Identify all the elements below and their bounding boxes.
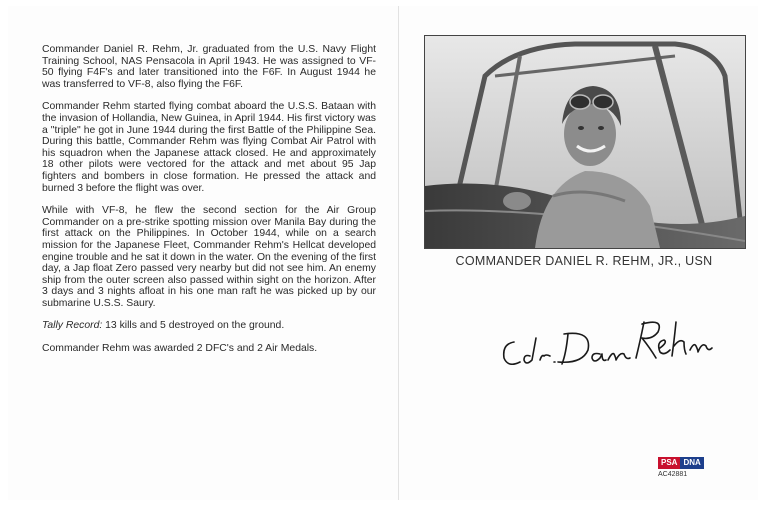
autograph-card: [8, 6, 758, 500]
bio-paragraph-awards: Commander Rehm was awarded 2 DFC's and 2 Air Medals.: [42, 343, 318, 355]
pilot-in-cockpit-photo: [424, 35, 746, 249]
handwritten-signature: [496, 298, 716, 378]
tally-record-value: 13 kills and 5 destroyed on the ground.: [102, 320, 285, 332]
bio-paragraph-3: While with VF-8, he flew the second section for the Air Group Commander on a pre-strike spotting mission over Manila Bay during the first attack on the Philippines. In October 1944, while on a search mission for the Japanese Fleet, Commander Rehm's Hellcat developed engine trouble and he sat it down in the water. On the evening of the first day, a Jap float Zero passed very nearby but did not see him. An enemy ship from the outer screen also passed within sight on the horizon. After 3 days and 3 nights afloat in his one man raft he was picked up by our submarine U.S.S. Saury.: [42, 205, 376, 309]
tally-record-label: Tally Record:: [42, 320, 103, 332]
psa-logo-text: PSA: [658, 457, 680, 469]
card-fold-line: [398, 6, 399, 500]
bio-paragraph-1: Commander Daniel R. Rehm, Jr. graduated from the U.S. Navy Flight Training School, NAS Pensacola in April 1943. He was assigned to VF-50 flying F4F's and later transitioned into the F6F. In August 1944 he was transferred to VF-8, also flying the F6F.: [42, 44, 376, 90]
photo-illustration: [425, 36, 745, 248]
signature-ink: [496, 298, 716, 378]
biography-column: [42, 44, 376, 366]
psa-dna-logo: [658, 457, 704, 469]
authentication-code: AC42881: [658, 471, 688, 478]
bio-paragraph-2: Commander Rehm started flying combat aboard the U.S.S. Bataan with the invasion of Hollandia, New Guinea, in April 1944. His first victory was a "triple" he got in June 1944 during the first Battle of the Philippine Sea. During this battle, Commander Rehm was flying Combat Air Patrol with his squadron when the Japanese attack closed. He and approximately 18 other pilots were vectored for the attack and met about 95 Jap fighters and bombers in close formation. He pressed the attack and burned 3 before the flight was over.: [42, 101, 376, 194]
tally-record: [42, 320, 376, 332]
dna-logo-text: DNA: [680, 457, 703, 469]
psa-dna-authentication-sticker: [658, 457, 704, 479]
photo-caption: COMMANDER DANIEL R. REHM, JR., USN: [455, 254, 713, 268]
